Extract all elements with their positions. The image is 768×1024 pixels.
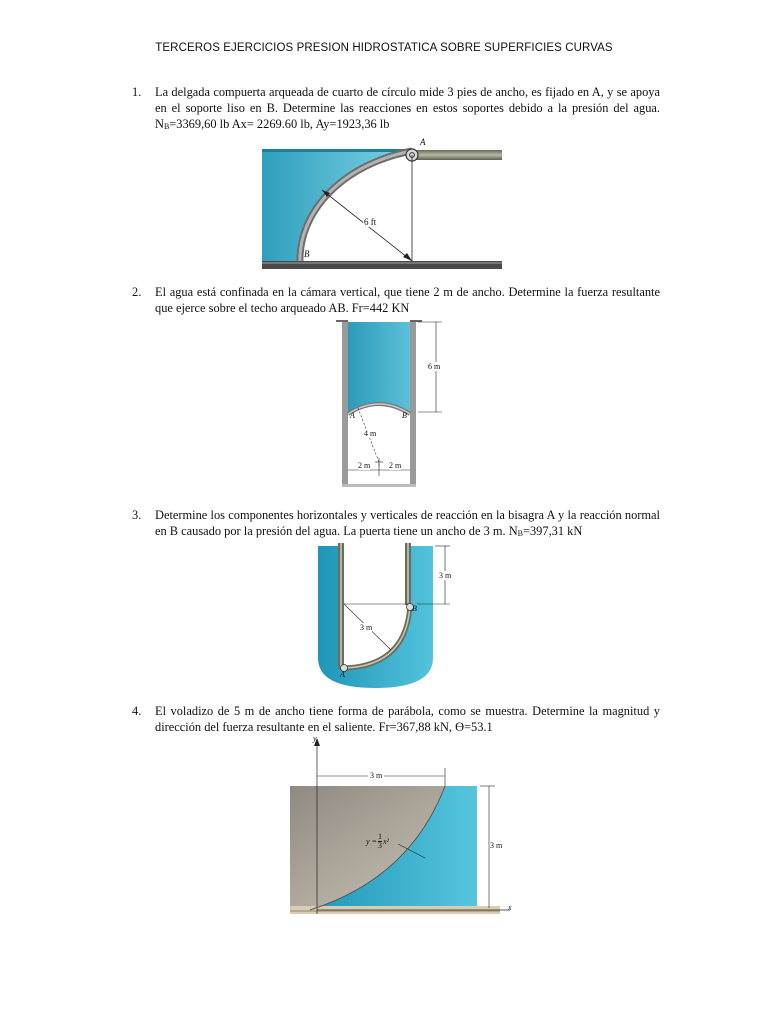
problem-number: 3.: [132, 508, 142, 522]
radius-label: 6 ft: [364, 217, 377, 227]
height-label: 3 m: [439, 571, 452, 580]
figure-4-parabolic-overhang: [290, 734, 525, 920]
problem-text: El voladizo de 5 m de ancho tiene forma de parábola, como se muestra. Determine la magnitud y dirección del fuerza resultante en el saliente. Fr=367,88 kN, ϴ=53.1: [155, 704, 660, 734]
parabola-equation: y = $\frac{1}{3}$ x²: [366, 832, 389, 850]
radius-label: 4 m: [364, 429, 377, 438]
problem-text: La delgada compuerta arqueada de cuarto de círculo mide 3 pies de ancho, es fijado en A, y se apoya en el soporte liso en B. Determine las reacciones en estos soportes debido a la presión del agua. $N_B=3369,60$ lb Ax= 2269.60 lb, Ay=1923,36 lb: [155, 85, 660, 131]
problem-3: [132, 507, 660, 539]
figure-2-chamber: [330, 316, 450, 488]
point-a-label: A: [420, 137, 426, 147]
right-half-label: 2 m: [389, 461, 402, 470]
y-axis-label: y: [313, 734, 317, 743]
figure-1-quarter-gate: [262, 138, 502, 274]
problem-number: 2.: [132, 285, 142, 299]
problem-number: 4.: [132, 704, 142, 718]
width-label: 3 m: [370, 771, 383, 780]
point-a-label: A: [340, 670, 345, 679]
page-title: TERCEROS EJERCICIOS PRESION HIDROSTATICA SOBRE SUPERFICIES CURVAS: [155, 42, 613, 54]
problem-text: Determine los componentes horizontales y verticales de reacción en la bisagra A y la reacción normal en B causado por la presión del agua. La puerta tiene un ancho de 3 m. $N_B=397,31$ kN: [155, 508, 660, 538]
problem-1: [132, 84, 660, 132]
radius-label: 3 m: [360, 623, 373, 632]
point-b-label: B: [412, 604, 417, 613]
problem-number: 1.: [132, 85, 142, 99]
left-half-label: 2 m: [358, 461, 371, 470]
figure-3-hinged-gate: [315, 540, 465, 690]
problem-2: [132, 284, 660, 316]
point-a-label: A: [350, 411, 355, 420]
problem-4: [132, 703, 660, 735]
x-axis-label: x: [508, 903, 512, 912]
problem-text: El agua está confinada en la cámara vertical, que tiene 2 m de ancho. Determine la fuerza resultante que ejerce sobre el techo arqueado AB. Fr=442 KN: [155, 285, 660, 315]
point-b-label: B: [304, 249, 310, 259]
height-label: 3 m: [490, 841, 503, 850]
height-label: 6 m: [428, 362, 441, 371]
point-b-label: B: [402, 411, 407, 420]
